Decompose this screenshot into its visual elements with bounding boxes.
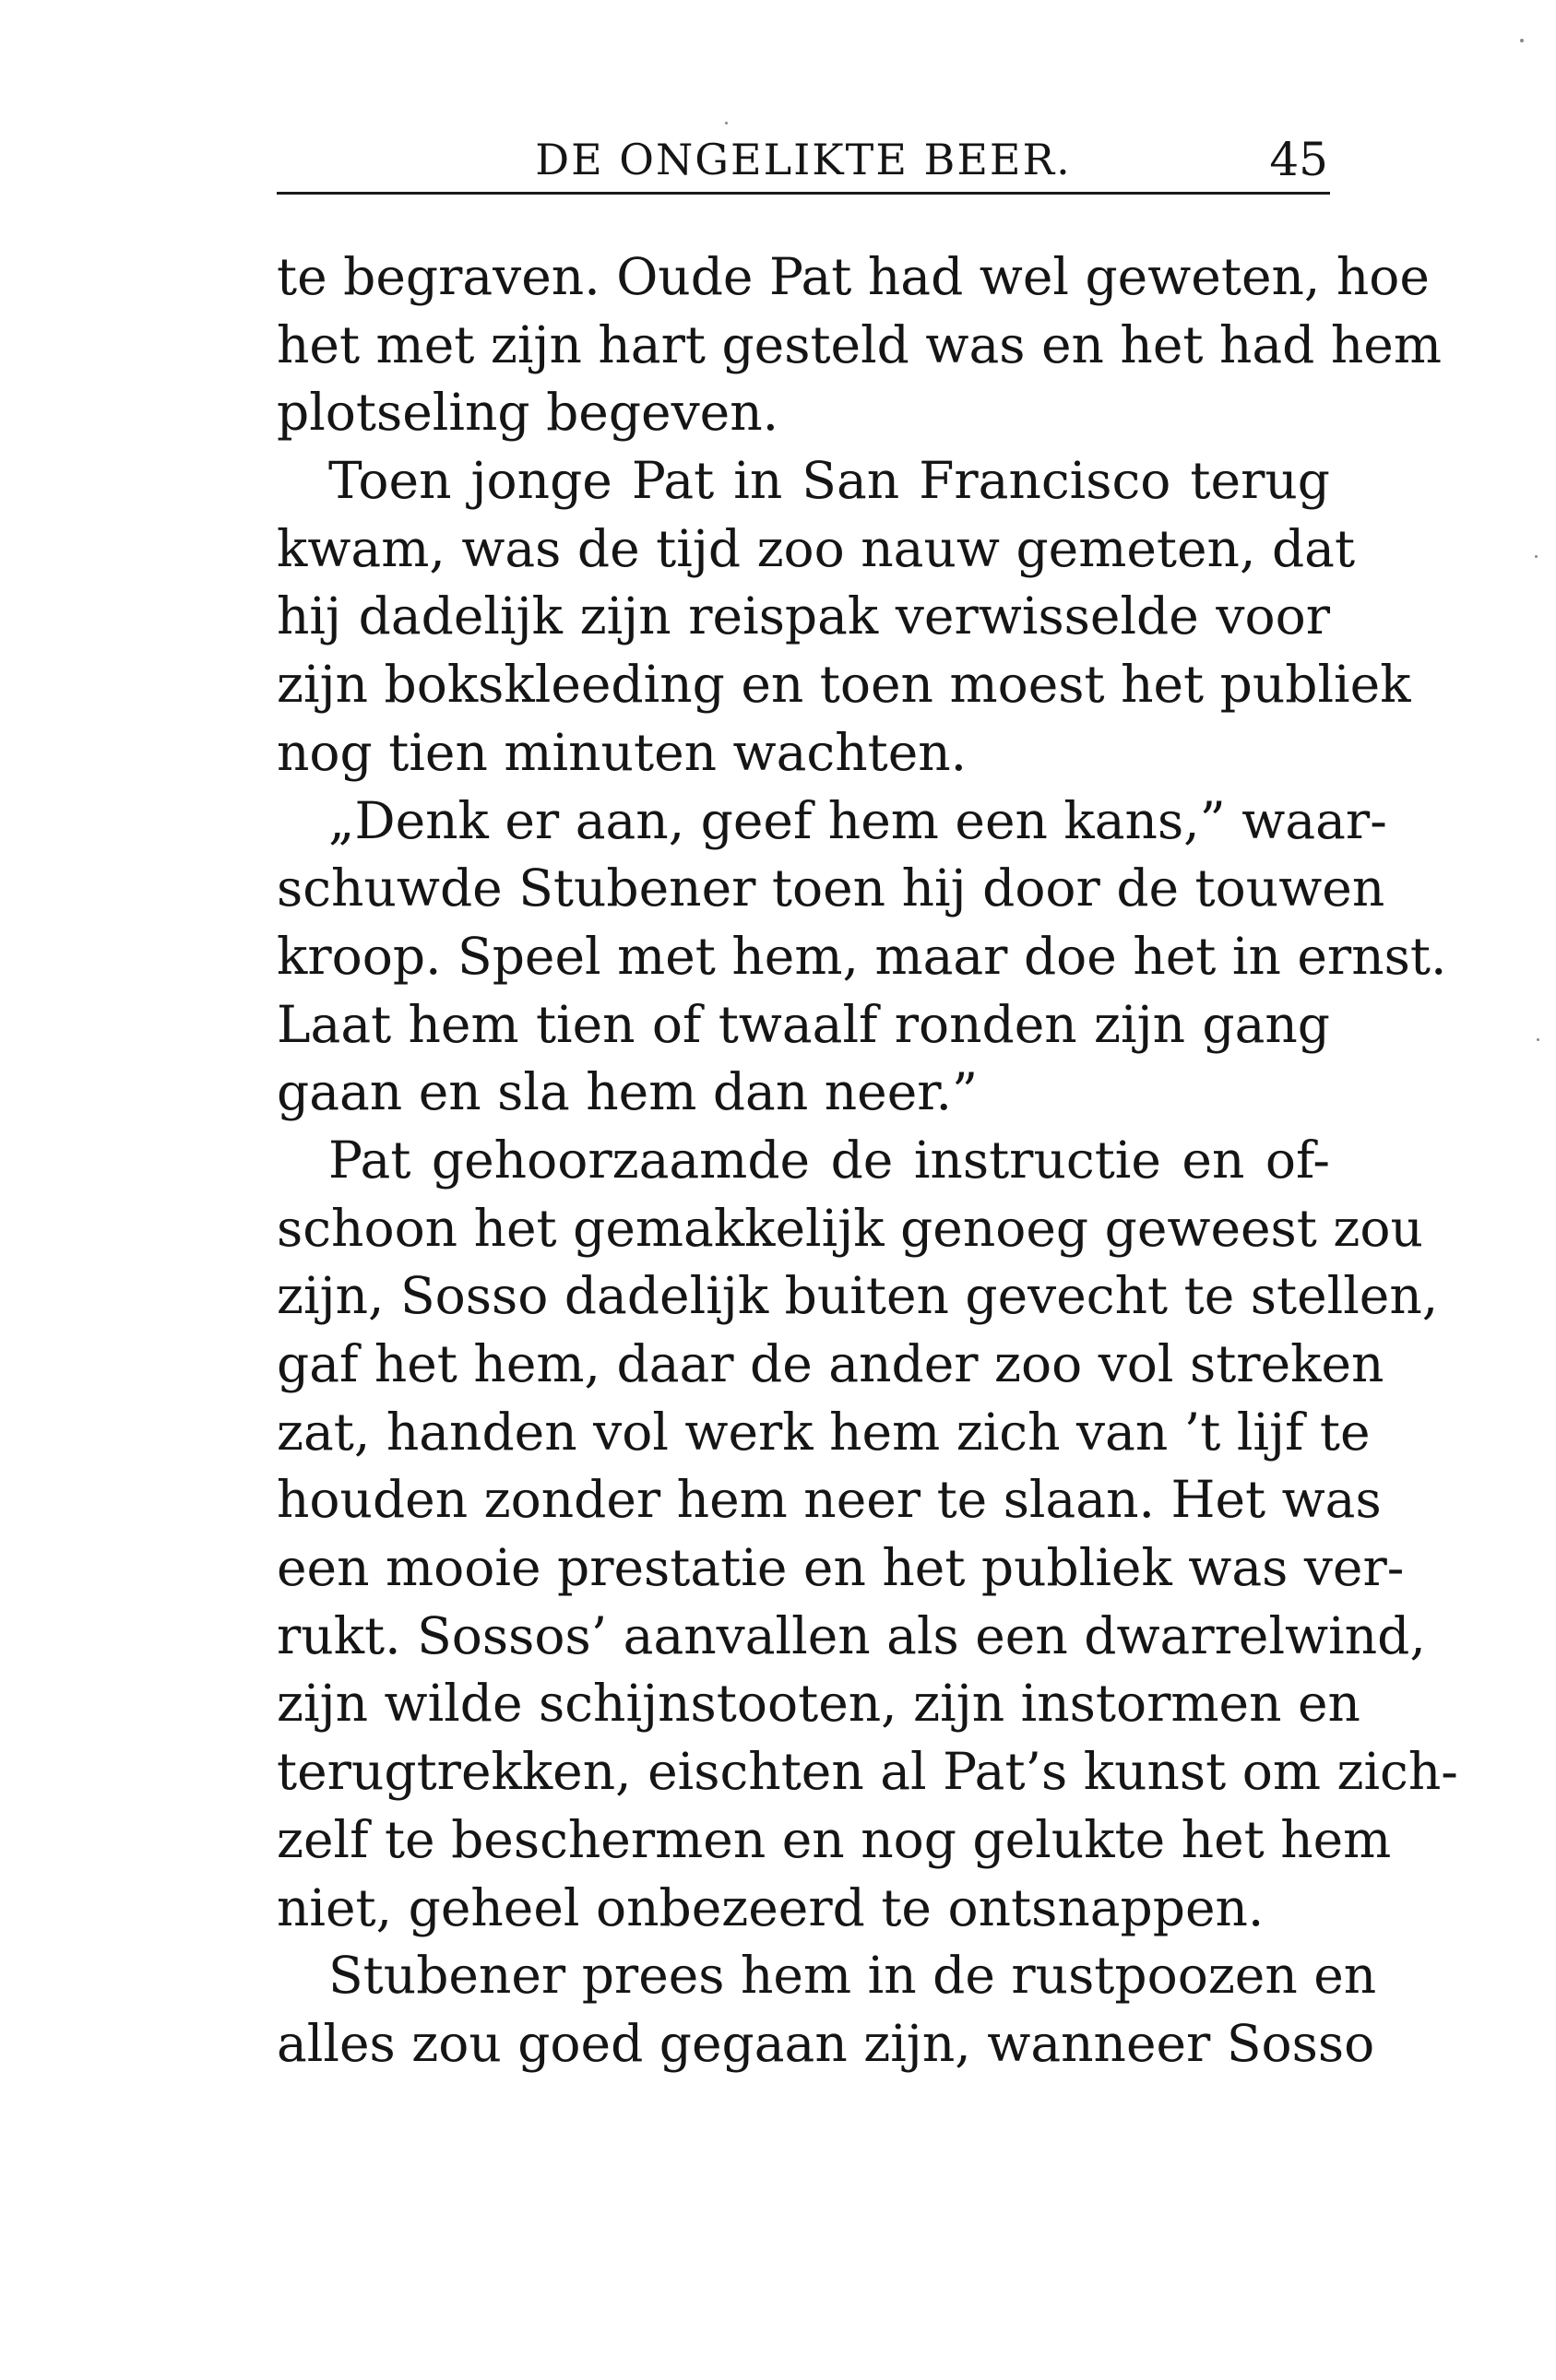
text-line: schoon het gemakkelijk genoeg geweest zou xyxy=(277,1198,1423,1258)
text-line: zijn wilde schijnstooten, zijn instormen en xyxy=(277,1674,1360,1734)
text-line: terugtrekken, eischten al Pat’s kunst om zich- xyxy=(277,1742,1458,1802)
running-header xyxy=(277,127,1330,192)
paragraph-start-line: Toen jonge Pat in San Francisco terug xyxy=(328,451,1330,511)
paper-speck xyxy=(1537,1038,1539,1041)
running-title: DE ONGELIKTE BEER. xyxy=(535,135,1072,184)
text-line: Laat hem tien of twaalf ronden zijn gang xyxy=(277,994,1330,1054)
text-line: een mooie prestatie en het publiek was ver- xyxy=(277,1538,1405,1598)
paper-speck xyxy=(725,122,728,124)
text-line: het met zijn hart gesteld was en het had hem xyxy=(277,314,1442,374)
text-line: zijn, Sosso dadelijk buiten gevecht te stellen, xyxy=(277,1266,1439,1326)
paragraph-start-line: „Denk er aan, geef hem een kans,” waar- xyxy=(328,790,1387,850)
text-line: zelf te beschermen en nog gelukte het hem xyxy=(277,1809,1392,1869)
text-line: zat, handen vol werk hem zich van ’t lijf te xyxy=(277,1402,1371,1462)
paragraph-start-line: Pat gehoorzaamde de instructie en of- xyxy=(328,1130,1330,1190)
text-line: gaan en sla hem dan neer.” xyxy=(277,1062,979,1122)
text-line: kwam, was de tijd zoo nauw gemeten, dat xyxy=(277,518,1356,578)
text-line: te begraven. Oude Pat had wel geweten, hoe xyxy=(277,247,1430,306)
text-line: niet, geheel onbezeerd te ontsnappen. xyxy=(277,1877,1265,1937)
page-number: 45 xyxy=(1269,133,1328,186)
body-text xyxy=(277,243,1458,2078)
header-rule xyxy=(277,192,1330,195)
text-line: nog tien minuten wachten. xyxy=(277,722,968,782)
paragraph-start-line: Stubener prees hem in de rustpoozen en xyxy=(328,1946,1377,2006)
text-line: gaf het hem, daar de ander zoo vol streken xyxy=(277,1334,1384,1393)
text-line: houden zonder hem neer te slaan. Het was xyxy=(277,1470,1382,1530)
paper-speck xyxy=(1535,555,1538,558)
paper-speck xyxy=(1520,39,1524,42)
text-line: alles zou goed gegaan zijn, wanneer Sosso xyxy=(277,2013,1375,2073)
text-line: rukt. Sossos’ aanvallen als een dwarrelwind, xyxy=(277,1605,1426,1665)
text-line: plotseling begeven. xyxy=(277,383,779,443)
text-line: zijn bokskleeding en toen moest het publiek xyxy=(277,655,1411,715)
text-line: hij dadelijk zijn reispak verwisselde voor xyxy=(277,586,1330,646)
text-line: schuwde Stubener toen hij door de touwen xyxy=(277,858,1385,918)
text-line: kroop. Speel met hem, maar doe het in ernst. xyxy=(277,926,1447,986)
